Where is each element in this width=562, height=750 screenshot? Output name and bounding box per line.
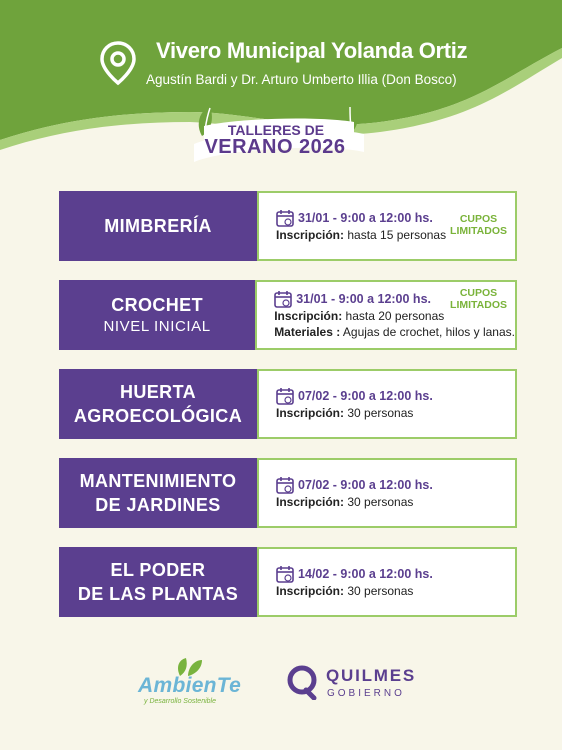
ambiente-logo <box>136 656 246 714</box>
workshop-huerta <box>59 369 517 439</box>
workshop-inscripcion <box>276 494 515 510</box>
ambiente-subtitle: y Desarrollo Sostenible <box>144 698 216 705</box>
workshop-date-text: 07/02 - 9:00 a 12:00 hs. <box>298 389 433 403</box>
inscripcion-label: Inscripción: <box>276 228 345 242</box>
workshop-name <box>59 369 257 439</box>
materiales-value: Agujas de crochet, hilos y lanas. <box>342 325 515 339</box>
workshop-details <box>255 280 517 350</box>
calendar-icon <box>276 387 294 405</box>
workshop-details <box>257 369 517 439</box>
quilmes-q-icon <box>286 664 320 700</box>
cupos-limitados-badge <box>450 287 507 311</box>
workshop-inscripcion <box>276 583 515 599</box>
workshop-details <box>257 547 517 617</box>
calendar-icon <box>276 476 294 494</box>
inscripcion-label: Inscripción: <box>276 406 345 420</box>
materiales-label: Materiales : <box>274 325 341 339</box>
calendar-icon <box>276 209 294 227</box>
workshop-poder-plantas <box>59 547 517 617</box>
workshop-name-line1: CROCHET <box>111 295 203 315</box>
inscripcion-value: hasta 15 personas <box>347 228 447 242</box>
ambiente-wordmark: AmbienTe <box>138 674 242 697</box>
workshop-name <box>59 191 257 261</box>
inscripcion-value: 30 personas <box>347 584 414 598</box>
badge-line2: VERANO 2026 <box>204 136 346 158</box>
workshop-mimbreria <box>59 191 517 261</box>
workshop-date <box>276 387 515 405</box>
workshop-details <box>257 458 517 528</box>
workshop-inscripcion <box>276 405 515 421</box>
workshop-date-text: 31/01 - 9:00 a 12:00 hs. <box>296 292 431 306</box>
workshop-name-line2: AGROECOLÓGICA <box>73 406 243 426</box>
workshop-details <box>257 191 517 261</box>
workshop-name-line1: MANTENIMIENTO <box>79 471 237 491</box>
inscripcion-value: 30 personas <box>347 406 414 420</box>
venue-address: Agustín Bardi y Dr. Arturo Umberto Illia (Don Bosco) <box>146 72 457 87</box>
workshop-name-line1: HUERTA <box>119 382 197 402</box>
inscripcion-label: Inscripción: <box>276 584 345 598</box>
workshop-name-line1: EL PODER <box>110 560 206 580</box>
inscripcion-label: Inscripción: <box>276 495 345 509</box>
workshop-name-line1: MIMBRERÍA <box>104 216 212 236</box>
workshop-crochet <box>59 280 517 350</box>
calendar-icon <box>274 290 292 308</box>
quilmes-gobierno-logo <box>286 662 426 706</box>
workshop-date-text: 31/01 - 9:00 a 12:00 hs. <box>298 211 433 225</box>
cupos-line2: LIMITADOS <box>450 299 507 311</box>
map-pin-icon <box>98 40 138 86</box>
badge-line1: TALLERES DE <box>227 122 325 138</box>
workshop-name-line2: NIVEL INICIAL <box>103 318 211 335</box>
inscripcion-value: hasta 20 personas <box>345 309 445 323</box>
workshop-materiales <box>274 324 515 340</box>
inscripcion-label: Inscripción: <box>274 309 343 323</box>
gobierno-wordmark: GOBIERNO <box>327 688 405 699</box>
inscripcion-value: 30 personas <box>347 495 414 509</box>
workshop-name <box>59 458 257 528</box>
workshop-name <box>59 547 257 617</box>
page-title: Vivero Municipal Yolanda Ortiz <box>156 38 468 63</box>
workshop-date-text: 14/02 - 9:00 a 12:00 hs. <box>298 567 433 581</box>
workshop-date <box>276 476 515 494</box>
cupos-line1: CUPOS <box>459 287 498 299</box>
cupos-line2: LIMITADOS <box>450 225 507 237</box>
quilmes-wordmark: QUILMES <box>326 666 417 685</box>
workshop-name <box>59 280 255 350</box>
workshop-name-line2: DE JARDINES <box>95 495 221 515</box>
cupos-limitados-badge <box>450 213 507 237</box>
workshop-mantenimiento <box>59 458 517 528</box>
workshop-name-line2: DE LAS PLANTAS <box>77 584 239 604</box>
cupos-line1: CUPOS <box>459 213 498 225</box>
workshop-date-text: 07/02 - 9:00 a 12:00 hs. <box>298 478 433 492</box>
calendar-icon <box>276 565 294 583</box>
workshop-date <box>276 565 515 583</box>
